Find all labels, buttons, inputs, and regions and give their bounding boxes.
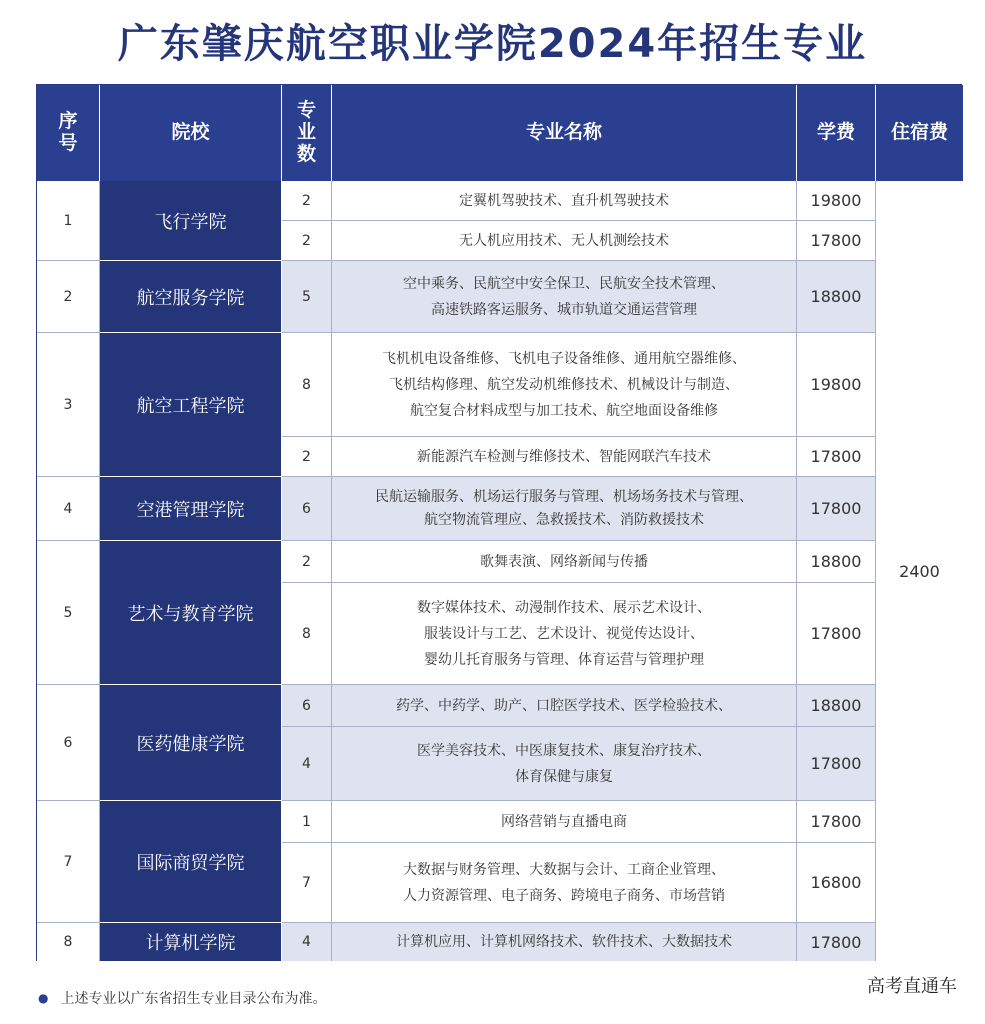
tuition-fee: 17800 bbox=[797, 583, 876, 685]
major-names: 数字媒体技术、动漫制作技术、展示艺术设计、 服装设计与工艺、艺术设计、视觉传达设计、 婴幼儿托育服务与管理、体育运营与管理护理 bbox=[332, 583, 797, 685]
tuition-fee: 19800 bbox=[797, 181, 876, 221]
major-names: 计算机应用、计算机网络技术、软件技术、大数据技术 bbox=[332, 923, 797, 961]
major-count: 4 bbox=[282, 727, 332, 801]
major-names: 新能源汽车检测与维修技术、智能网联汽车技术 bbox=[332, 437, 797, 477]
tuition-fee: 17800 bbox=[797, 477, 876, 541]
major-names: 定翼机驾驶技术、直升机驾驶技术 bbox=[332, 181, 797, 221]
major-names: 网络营销与直播电商 bbox=[332, 801, 797, 843]
watermark: 高考直通车 bbox=[867, 976, 957, 997]
school-name: 航空服务学院 bbox=[100, 261, 282, 333]
tuition-fee: 18800 bbox=[797, 261, 876, 333]
major-count: 5 bbox=[282, 261, 332, 333]
tuition-fee: 17800 bbox=[797, 801, 876, 843]
major-count: 2 bbox=[282, 541, 332, 583]
major-count: 8 bbox=[282, 333, 332, 437]
header-fee: 学费 bbox=[797, 85, 876, 181]
tuition-fee: 17800 bbox=[797, 221, 876, 261]
header-majors: 专业名称 bbox=[332, 85, 797, 181]
seq-cell: 8 bbox=[37, 923, 100, 961]
bullet-icon: ● bbox=[38, 991, 49, 1005]
tuition-fee: 17800 bbox=[797, 437, 876, 477]
header-dorm: 住宿费 bbox=[876, 85, 963, 181]
major-count: 2 bbox=[282, 181, 332, 221]
major-count: 2 bbox=[282, 221, 332, 261]
tuition-fee: 17800 bbox=[797, 727, 876, 801]
major-names: 歌舞表演、网络新闻与传播 bbox=[332, 541, 797, 583]
seq-cell: 4 bbox=[37, 477, 100, 541]
tuition-fee: 19800 bbox=[797, 333, 876, 437]
seq-cell: 3 bbox=[37, 333, 100, 477]
major-names: 无人机应用技术、无人机测绘技术 bbox=[332, 221, 797, 261]
major-names: 飞机机电设备维修、飞机电子设备维修、通用航空器维修、 飞机结构修理、航空发动机维修技术、机械设计与制造、 航空复合材料成型与加工技术、航空地面设备维修 bbox=[332, 333, 797, 437]
school-name: 空港管理学院 bbox=[100, 477, 282, 541]
tuition-fee: 18800 bbox=[797, 541, 876, 583]
major-count: 6 bbox=[282, 685, 332, 727]
major-count: 4 bbox=[282, 923, 332, 961]
page-title: 广东肇庆航空职业学院2024年招生专业 bbox=[117, 21, 868, 67]
header-school: 院校 bbox=[100, 85, 282, 181]
seq-cell: 2 bbox=[37, 261, 100, 333]
school-name: 艺术与教育学院 bbox=[100, 541, 282, 685]
major-count: 2 bbox=[282, 437, 332, 477]
seq-cell: 6 bbox=[37, 685, 100, 801]
major-names: 药学、中药学、助产、口腔医学技术、医学检验技术、 bbox=[332, 685, 797, 727]
school-name: 医药健康学院 bbox=[100, 685, 282, 801]
major-names: 大数据与财务管理、大数据与会计、工商企业管理、 人力资源管理、电子商务、跨境电子商务、市场营销 bbox=[332, 843, 797, 923]
footnote-text: 上述专业以广东省招生专业目录公布为准。 bbox=[60, 991, 327, 1007]
dorm-fee: 2400 bbox=[876, 181, 963, 961]
major-names: 空中乘务、民航空中安全保卫、民航安全技术管理、 高速铁路客运服务、城市轨道交通运营管理 bbox=[332, 261, 797, 333]
school-name: 国际商贸学院 bbox=[100, 801, 282, 923]
seq-cell: 5 bbox=[37, 541, 100, 685]
header-seq: 序 号 bbox=[37, 85, 100, 181]
header-count: 专 业 数 bbox=[282, 85, 332, 181]
footnote bbox=[38, 988, 326, 1008]
major-count: 8 bbox=[282, 583, 332, 685]
school-name: 航空工程学院 bbox=[100, 333, 282, 477]
school-name: 飞行学院 bbox=[100, 181, 282, 261]
major-names: 医学美容技术、中医康复技术、康复治疗技术、 体育保健与康复 bbox=[332, 727, 797, 801]
major-count: 7 bbox=[282, 843, 332, 923]
seq-cell: 1 bbox=[37, 181, 100, 261]
school-name: 计算机学院 bbox=[100, 923, 282, 961]
tuition-fee: 16800 bbox=[797, 843, 876, 923]
tuition-fee: 17800 bbox=[797, 923, 876, 961]
major-count: 6 bbox=[282, 477, 332, 541]
major-names: 民航运输服务、机场运行服务与管理、机场场务技术与管理、 航空物流管理应、急救援技术、消防救援技术 bbox=[332, 477, 797, 541]
seq-cell: 7 bbox=[37, 801, 100, 923]
tuition-fee: 18800 bbox=[797, 685, 876, 727]
admissions-table bbox=[36, 84, 962, 961]
major-count: 1 bbox=[282, 801, 332, 843]
